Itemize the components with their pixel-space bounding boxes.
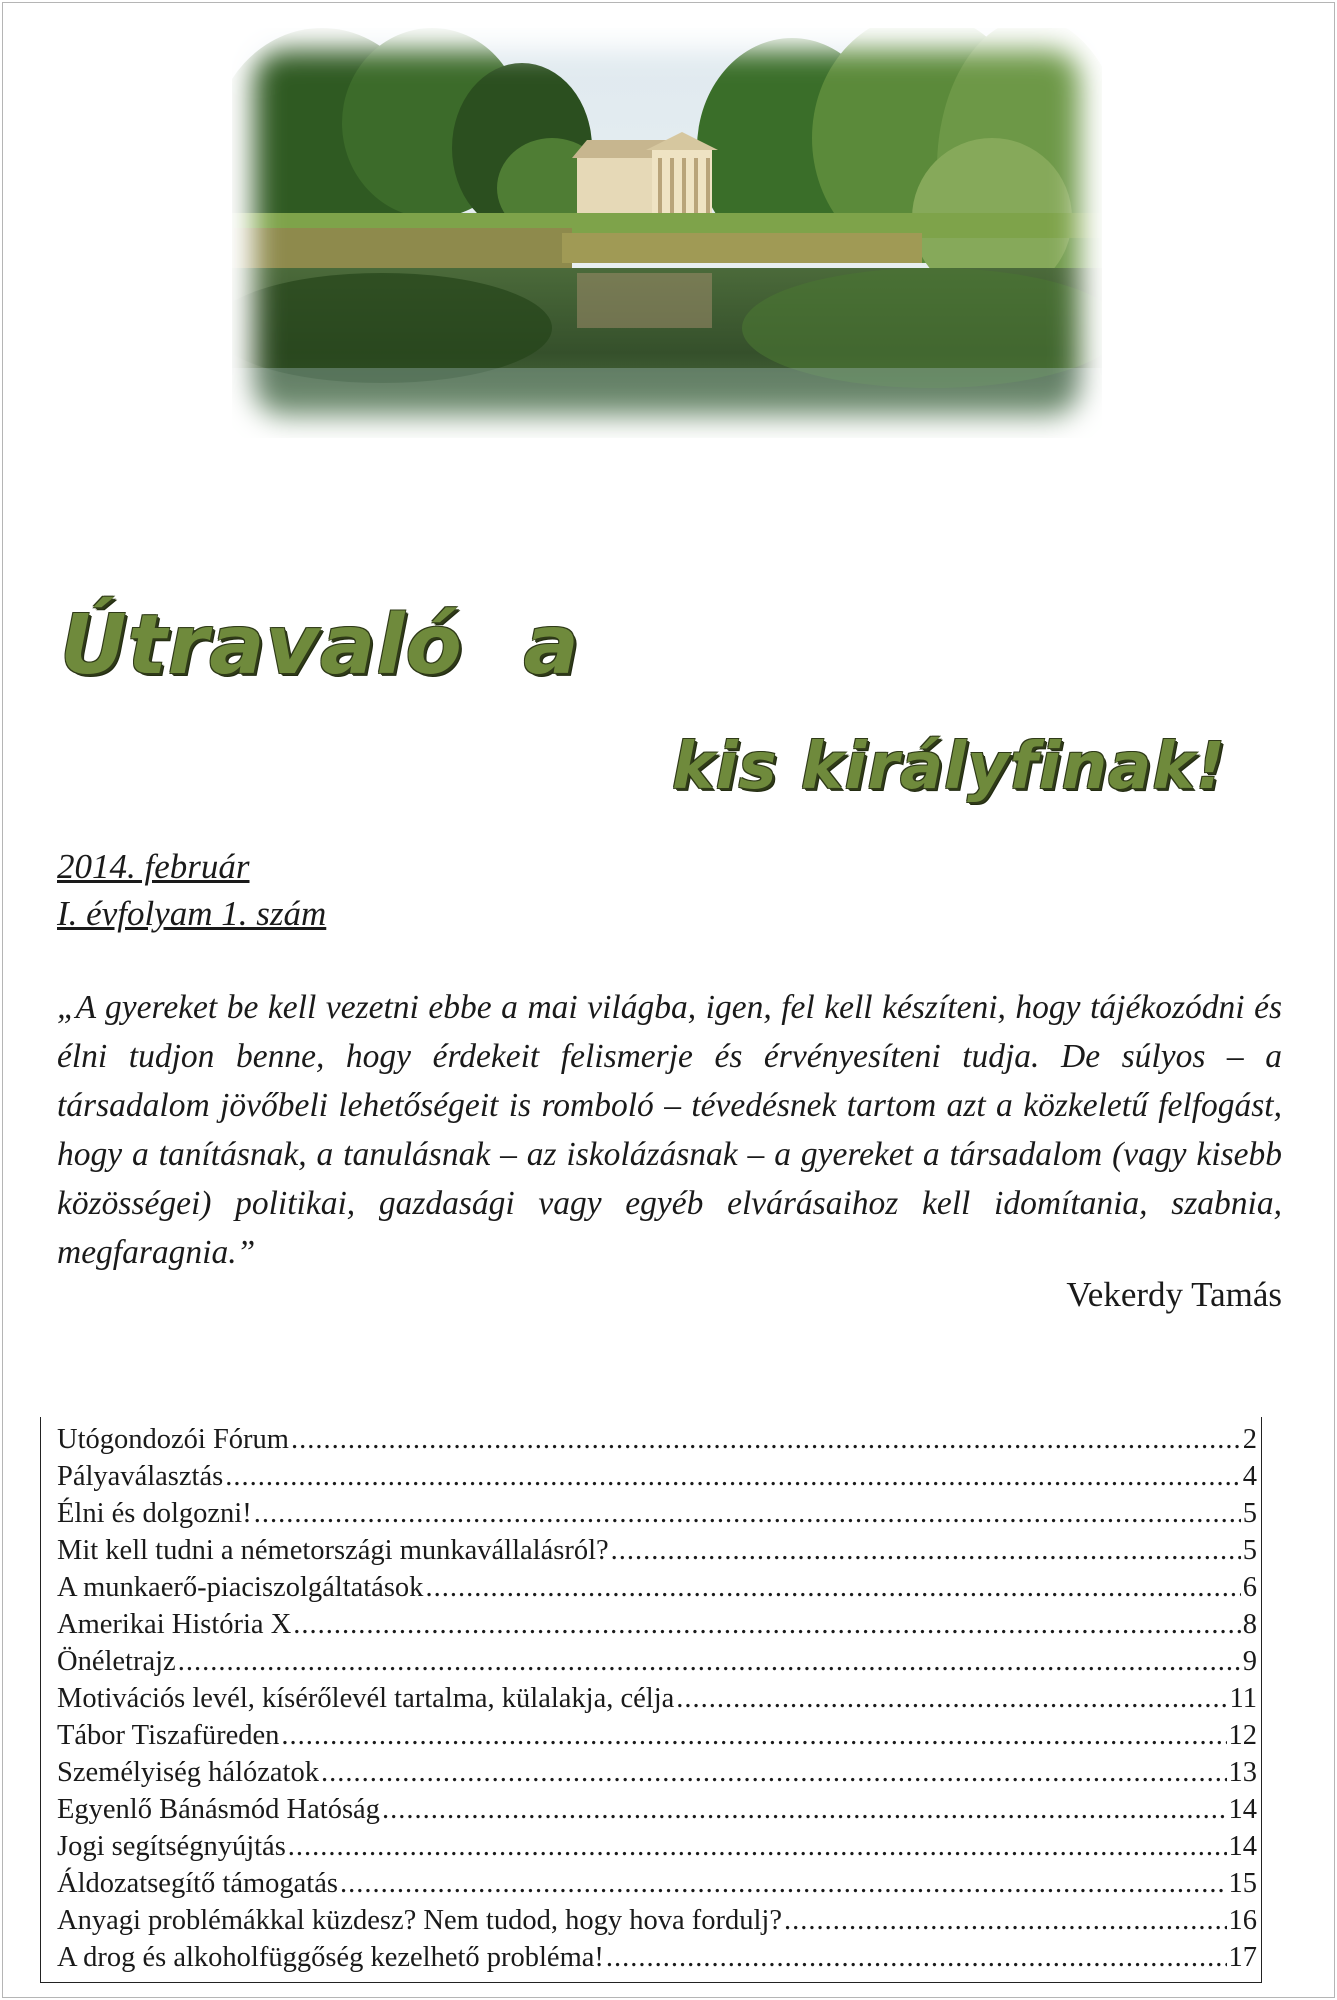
toc-leader-dots: [611, 1532, 1241, 1569]
park-mansion-lake-image: [232, 28, 1102, 438]
toc-entry-page: 13: [1228, 1757, 1257, 1788]
toc-entry-title: Élni és dolgozni!: [57, 1498, 252, 1529]
toc-entry[interactable]: [57, 1717, 1261, 1754]
issue-info: [57, 843, 326, 937]
toc-entry-title: Pályaválasztás: [57, 1461, 224, 1492]
toc-entry-page: 15: [1228, 1868, 1257, 1899]
toc-entry-title: Anyagi problémákkal küzdesz? Nem tudod, hogy hova fordulj?: [57, 1905, 782, 1936]
toc-entry-page: 5: [1242, 1498, 1257, 1529]
toc-leader-dots: [225, 1458, 1241, 1495]
toc-leader-dots: [288, 1828, 1227, 1865]
toc-leader-dots: [254, 1495, 1241, 1532]
toc-entry[interactable]: [57, 1754, 1261, 1791]
quote-author: Vekerdy Tamás: [1066, 1275, 1282, 1314]
toc-leader-dots: [281, 1717, 1226, 1754]
toc-entry-title: A drog és alkoholfüggőség kezelhető probléma!: [57, 1942, 604, 1973]
toc-entry-title: Személyiség hálózatok: [57, 1757, 319, 1788]
toc-leader-dots: [784, 1902, 1227, 1939]
toc-entry[interactable]: [57, 1828, 1261, 1865]
toc-entry[interactable]: [57, 1865, 1261, 1902]
masthead-word-2: a: [523, 598, 580, 693]
toc-entry-page: 8: [1242, 1609, 1257, 1640]
issue-date: 2014. február: [57, 847, 250, 886]
toc-entry-title: Önéletrajz: [57, 1646, 176, 1677]
toc-entry-page: 4: [1242, 1461, 1257, 1492]
toc-entry[interactable]: [57, 1569, 1261, 1606]
toc-entry-page: 14: [1228, 1831, 1257, 1862]
toc-entry-page: 5: [1242, 1535, 1257, 1566]
toc-entry-title: Mit kell tudni a németországi munkavállalásról?: [57, 1535, 609, 1566]
toc-leader-dots: [178, 1643, 1241, 1680]
toc-leader-dots: [382, 1791, 1227, 1828]
toc-entry-page: 2: [1242, 1424, 1257, 1455]
masthead-title-line2: [672, 730, 1226, 804]
toc-entry-page: 17: [1228, 1942, 1257, 1973]
toc-entry-title: Áldozatsegítő támogatás: [57, 1868, 338, 1899]
toc-entry[interactable]: [57, 1680, 1261, 1717]
toc-entry[interactable]: [57, 1495, 1261, 1532]
masthead-title-line1: [60, 598, 580, 693]
toc-entry-title: Amerikai História X: [57, 1609, 292, 1640]
toc-entry[interactable]: [57, 1532, 1261, 1569]
toc-entry-title: Jogi segítségnyújtás: [57, 1831, 286, 1862]
toc-entry-title: Motivációs levél, kísérőlevél tartalma, külalakja, célja: [57, 1683, 675, 1714]
toc-entry[interactable]: [57, 1902, 1261, 1939]
toc-leader-dots: [606, 1939, 1227, 1976]
toc-entry[interactable]: [57, 1643, 1261, 1680]
toc-entry[interactable]: [57, 1458, 1261, 1495]
toc-entry-title: Tábor Tiszafüreden: [57, 1720, 280, 1751]
opening-quote: „A gyereket be kell vezetni ebbe a mai világba, igen, fel kell készíteni, hogy tájékozódni és élni tudjon benne, hogy érdekeit felismerje és érvényesíteni tudja. De súlyos – a társadalom jövőbeli lehetőségeit is romboló – tévedésnek tartom azt a közkeletű felfogást, hogy a tanításnak, a tanulásnak – az iskolázásnak – a gyereket a társadalom (vagy kisebb közösségei) politikai, gazdasági vagy egyéb elvárásaihoz kell idomítania, szabnia, megfaragnia.”: [57, 989, 1282, 1271]
toc-entry-title: Utógondozói Fórum: [57, 1424, 289, 1455]
toc-entry-page: 9: [1242, 1646, 1257, 1677]
toc-leader-dots: [676, 1680, 1227, 1717]
toc-entry-page: 6: [1242, 1572, 1257, 1603]
toc-entry-page: 16: [1228, 1905, 1257, 1936]
toc-leader-dots: [321, 1754, 1227, 1791]
masthead-word-1: Útravaló: [60, 598, 463, 693]
masthead-line2-text: kis királyfinak!: [672, 730, 1227, 804]
toc-entry-page: 14: [1228, 1794, 1257, 1825]
toc-entry[interactable]: [57, 1606, 1261, 1643]
toc-entry[interactable]: [57, 1939, 1261, 1976]
table-of-contents: [40, 1417, 1262, 1983]
toc-leader-dots: [425, 1569, 1240, 1606]
toc-leader-dots: [291, 1421, 1241, 1458]
toc-entry[interactable]: [57, 1791, 1261, 1828]
toc-entry-page: 12: [1228, 1720, 1257, 1751]
toc-entry-title: Egyenlő Bánásmód Hatóság: [57, 1794, 380, 1825]
toc-entry-title: A munkaerő-piaciszolgáltatások: [57, 1572, 424, 1603]
toc-leader-dots: [340, 1865, 1227, 1902]
issue-volume: I. évfolyam 1. szám: [57, 894, 327, 933]
toc-entry[interactable]: [57, 1421, 1261, 1458]
toc-leader-dots: [293, 1606, 1240, 1643]
toc-entry-page: 11: [1229, 1683, 1257, 1714]
